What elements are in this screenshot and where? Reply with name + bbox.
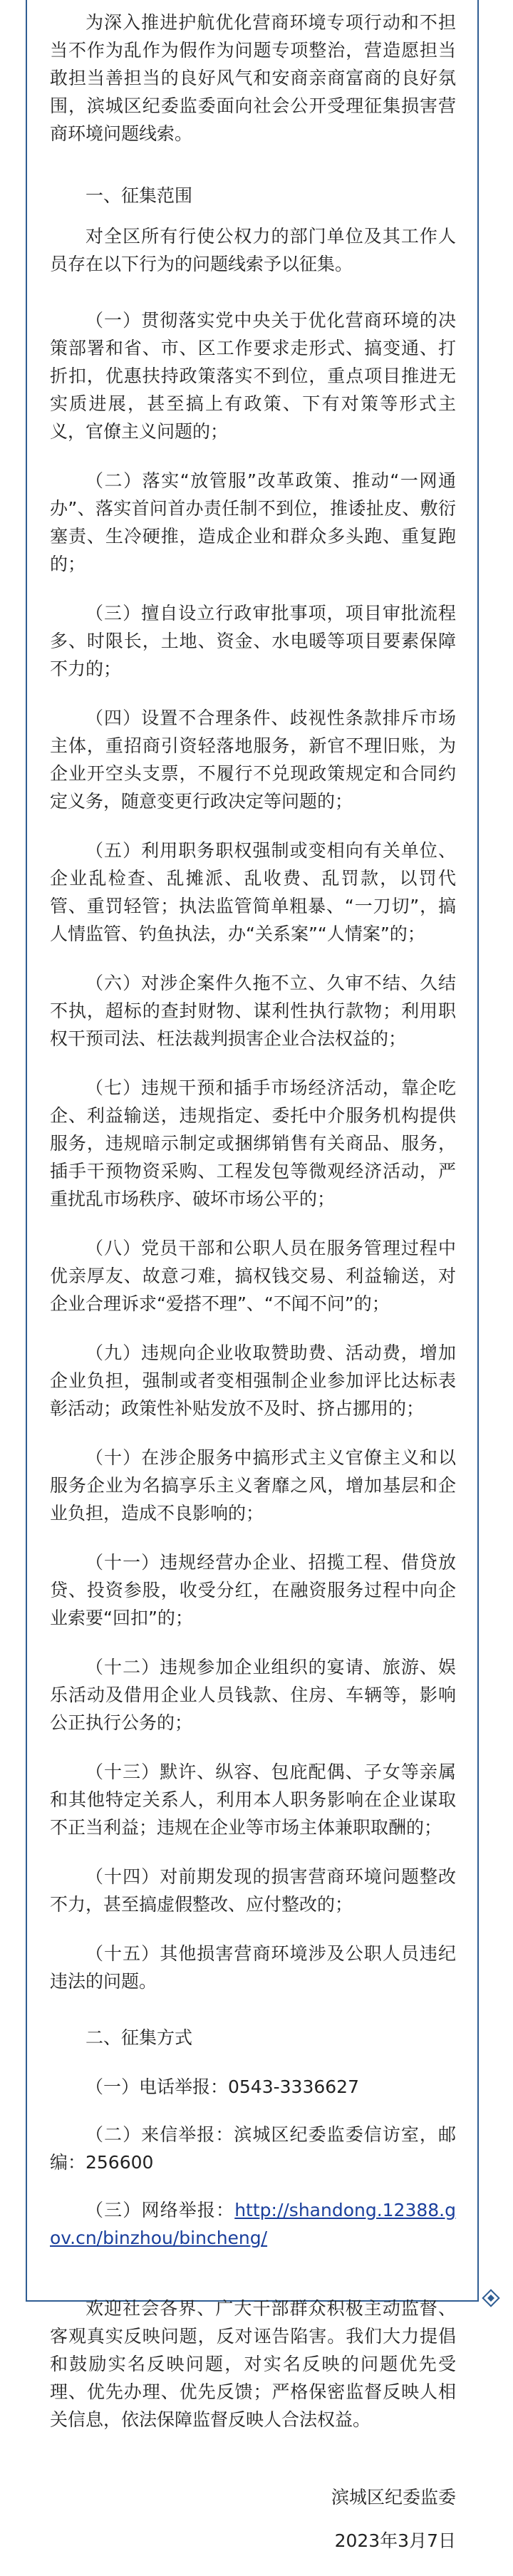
scope-item-7: （七）违规干预和插手市场经济活动，靠企吃企、利益输送，违规指定、委托中介服务机构提供服务，违规暗示制定或捆绑销售有关商品、服务，插手干预物资采购、工程发包等微观经济活动，严重扰乱市场秩序、破坏市场公平的； [50,1077,456,1209]
intro-paragraph: 为深入推进护航优化营商环境专项行动和不担当不作为乱作为假作为问题专项整治，营造愿担当敢担当善担当的良好风气和安商亲商富商的良好氛围，滨城区纪委监委面向社会公开受理征集损害营商环境问题线索。 [50,12,456,144]
section-heading-methods: 二、征集方式 [86,2027,193,2048]
scope-item-12: （十二）违规参加企业组织的宴请、旅游、娱乐活动及借用企业人员钱款、住房、车辆等，影响公正执行公务的； [50,1657,456,1733]
scope-item-4: （四）设置不合理条件、歧视性条款排斥市场主体，重招商引资轻落地服务，新官不理旧账，为企业开空头支票，不履行不兑现政策规定和合同约定义务，随意变更行政决定等问题的； [50,708,456,812]
letter-report: （二）来信举报：滨城区纪委监委信访室，邮编：256600 [50,2124,456,2173]
section-heading-scope: 一、征集范围 [86,185,193,206]
scope-item-6: （六）对涉企案件久拖不立、久审不结、久结不执，超标的查封财物、谋利性执行款物；利用职权干预司法、枉法裁判损害企业合法权益的； [50,973,456,1049]
notice-body [50,9,456,2576]
scope-item-10: （十）在涉企服务中搞形式主义官僚主义和以服务企业为名搞享乐主义奢靡之风，增加基层和企业负担，造成不良影响的； [50,1447,456,1524]
signature: 滨城区纪委监委 [331,2487,456,2508]
phone-report: （一）电话举报：0543-3336627 [86,2076,359,2097]
scope-item-8: （八）党员干部和公职人员在服务管理过程中优亲厚友、故意刁难，搞权钱交易、利益输送，对企业合理诉求“爱搭不理”、“不闻不问”的； [50,1238,456,1314]
scope-item-11: （十一）违规经营办企业、招揽工程、借贷放贷、投资参股，收受分红，在融资服务过程中向企业索要“回扣”的； [50,1552,456,1628]
scope-item-2: （二）落实“放管服”改革政策、推动“一网通办”、落实首问首办责任制不到位，推诿扯皮、敷衍塞责、生冷硬推，造成企业和群众多头跑、重复跑的； [50,470,456,574]
issue-date: 2023年3月7日 [334,2530,456,2551]
scope-item-3: （三）擅自设立行政审批事项，项目审批流程多、时限长，土地、资金、水电暖等项目要素保障不力的； [50,603,456,679]
scope-item-13: （十三）默许、纵容、包庇配偶、子女等亲属和其他特定关系人，利用本人职务影响在企业谋取不正当利益；违规在企业等市场主体兼职取酬的； [50,1762,456,1838]
scope-item-15: （十五）其他损害营商环境涉及公职人员违纪违法的问题。 [50,1943,456,1992]
web-report [50,2196,456,2252]
scope-item-5: （五）利用职务职权强制或变相向有关单位、企业乱检查、乱摊派、乱收费、乱罚款，以罚代管、重罚轻管；执法监管简单粗暴、“一刀切”，搞人情监管、钓鱼执法，办“关系案”“人情案”的； [50,840,456,944]
scope-item-14: （十四）对前期发现的损害营商环境问题整改不力，甚至搞虚假整改、应付整改的； [50,1866,456,1915]
closing-paragraph: 欢迎社会各界、广大干部群众积极主动监督、客观真实反映问题，反对诬告陷害。我们大力提倡和鼓励实名反映问题，对实名反映的问题优先受理、优先办理、优先反馈；严格保密监督反映人相关信息，依法保障监督反映人合法权益。 [50,2298,456,2430]
web-report-label: （三）网络举报： [86,2200,235,2220]
diamond-icon [482,2289,500,2307]
scope-item-1: （一）贯彻落实党中央关于优化营商环境的决策部署和省、市、区工作要求走形式、搞变通、打折扣，优惠扶持政策落实不到位，重点项目推进无实质进展，甚至搞上有政策、下有对策等形式主义，官僚主义问题的； [50,310,456,442]
web-report-link[interactable]: http://shandong.12388.gov.cn/binzhou/bincheng/ [50,2200,456,2248]
scope-item-9: （九）违规向企业收取赞助费、活动费，增加企业负担，强制或者变相强制企业参加评比达标表彰活动；政策性补贴发放不及时、挤占挪用的； [50,1343,456,1419]
scope-lead-paragraph: 对全区所有行使公权力的部门单位及其工作人员存在以下行为的问题线索予以征集。 [50,226,456,274]
